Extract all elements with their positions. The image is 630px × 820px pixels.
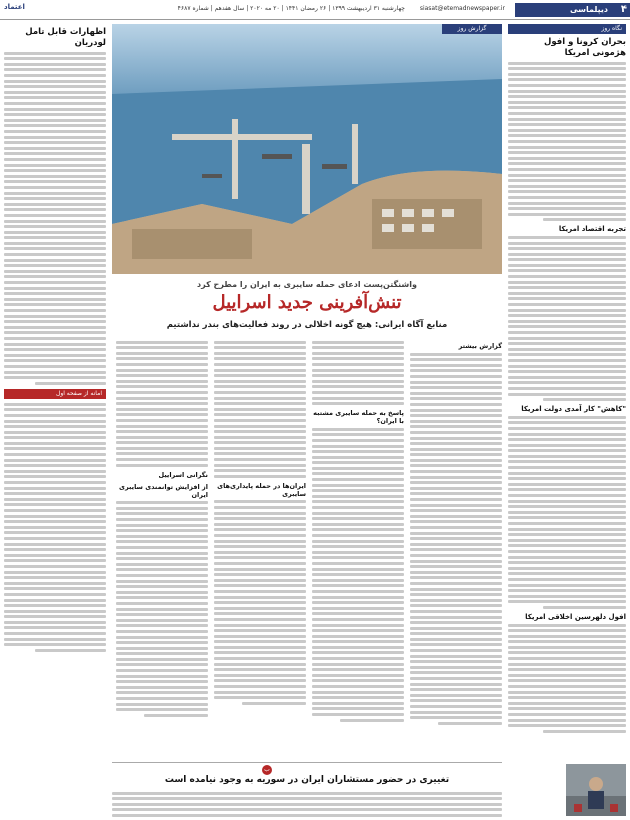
story-subhead: پاسخ به حمله سایبری مشتبه با ایران؟ xyxy=(313,409,404,426)
right-section4-title: افول دلهرسین اخلاقی امریکا xyxy=(525,612,626,621)
left-column-title: اظهارات قابل تامل لودریان xyxy=(25,27,106,49)
story-body xyxy=(112,338,502,758)
article-text xyxy=(508,236,626,401)
article-text xyxy=(112,789,502,820)
section-banner xyxy=(515,3,630,17)
newspaper-logo: اعتماد xyxy=(4,3,25,11)
story-column xyxy=(410,338,502,758)
article-text xyxy=(508,624,626,733)
right-column-title: بحران کرونا و افول هژمونی امریکا xyxy=(543,37,626,59)
right-section2-title: تجربه اقتصاد امریکا xyxy=(558,225,626,234)
right-column-tag: نگاه روز xyxy=(508,24,626,34)
author-photo xyxy=(566,764,626,816)
article-text xyxy=(4,403,106,652)
story-column xyxy=(116,338,208,758)
story-column xyxy=(214,338,306,758)
center-tag: گزارش روز xyxy=(442,24,502,34)
continued-tag: امانه از صفحه اول xyxy=(4,389,106,399)
story-subhead: نگرانی اسراییل xyxy=(158,470,208,479)
left-column xyxy=(4,24,106,816)
secondary-headline: تغییری در حضور مستشاران ایران در سوریه به وجود نیامده است xyxy=(164,775,450,785)
right-column xyxy=(508,24,626,816)
story-subhead: از افزایش توانمندی سایبری ایران xyxy=(119,482,208,499)
article-text xyxy=(4,52,106,385)
page-number: ۴ xyxy=(620,4,627,15)
right-section3-title: "کاهش" کار آمدی دولت امریکا xyxy=(521,405,626,414)
port-aerial-photo xyxy=(112,24,502,274)
story-column xyxy=(312,338,404,758)
secondary-story xyxy=(112,762,502,816)
dateline: چهارشنبه ۳۱ اردیبهشت ۱۳۹۹ | ۲۶ رمضان ۱۴۴۱ | ۲۰ مه ۲۰۲۰ | سال هفدهم | شماره ۴۶۸۷ xyxy=(177,5,405,12)
article-text xyxy=(508,62,626,222)
website[interactable]: siasat@etemadnewspaper.ir xyxy=(419,5,505,12)
story-headline: تنش‌آفرینی جدید اسراییل xyxy=(212,292,402,313)
article-text xyxy=(508,416,626,609)
masthead xyxy=(0,0,630,20)
section-name: دیپلماسی xyxy=(570,5,608,14)
main-story xyxy=(112,24,502,816)
story-subhead: ایران‌ها در حمله پایداری‌های سایبری xyxy=(217,481,306,498)
story-subhead: گزارش بیشتر xyxy=(458,342,502,350)
story-deck: منابع آگاه ایرانی: هیچ گونه اخلالی در روند فعالیت‌های بندر نداشتیم xyxy=(166,320,448,330)
story-kicker: واشنگتن‌پست ادعای حمله سایبری به ایران را مطرح کرد xyxy=(197,280,417,289)
story-badge-icon: ب xyxy=(262,765,272,775)
